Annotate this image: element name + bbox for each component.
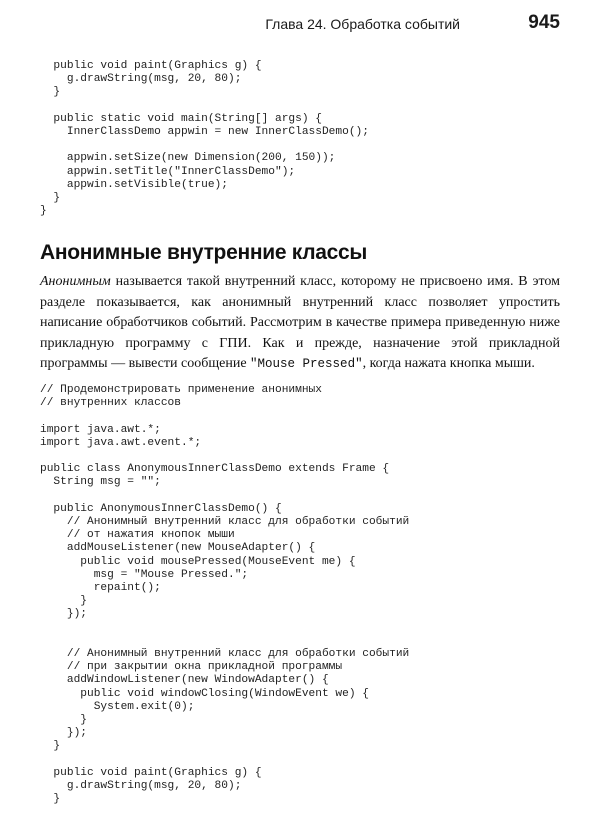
- page-number: 945: [528, 12, 560, 33]
- para-text-2: , когда нажата кнопка мыши.: [362, 356, 535, 371]
- para-term: Анонимным: [40, 274, 111, 289]
- code-listing-top: public void paint(Graphics g) { g.drawString(msg, 20, 80); } public static void main(String[] args) { InnerClassDemo appwin = new InnerClassDemo(); appwin.setSize(new Dimension(200, 150)); appwin.setTitle("InnerClassDemo"); appwin.setVisible(true); } }: [40, 60, 369, 218]
- para-text-1: называется такой внутренний класс, которому не присвоено имя. В этом разделе показывается, как анонимный внутренний класс позволяет упростить написание обработчиков событий. Рассмотрим в качестве примера приведенную ниже прикладную программу с ГПИ. Как и прежде, назначение этой прикладной программы — вывести сообщение: [40, 274, 560, 371]
- chapter-title: Глава 24. Обработка событий: [265, 16, 460, 32]
- section-heading: Анонимные внутренние классы: [40, 241, 368, 264]
- page-header: [40, 14, 560, 36]
- section-paragraph: [40, 272, 560, 375]
- code-listing-main: // Продемонстрировать применение анонимных // внутренних классов import java.awt.*; import java.awt.event.*; public class AnonymousInnerClassDemo extends Frame { String msg = ""; public AnonymousInnerClassDemo() { // Анонимный внутренний класс для обработки событий // от нажатия кнопок мыши addMouseListener(new MouseAdapter() { public void mousePressed(MouseEvent me) { msg = "Mouse Pressed."; repaint(); } }); // Анонимный внутренний класс для обработки событий // при закрытии окна прикладной программы addWindowListener(new WindowAdapter() { public void windowClosing(WindowEvent we) { System.exit(0); } }); } public void paint(Graphics g) { g.drawString(msg, 20, 80); }: [40, 384, 410, 806]
- para-code: "Mouse Pressed": [250, 357, 363, 371]
